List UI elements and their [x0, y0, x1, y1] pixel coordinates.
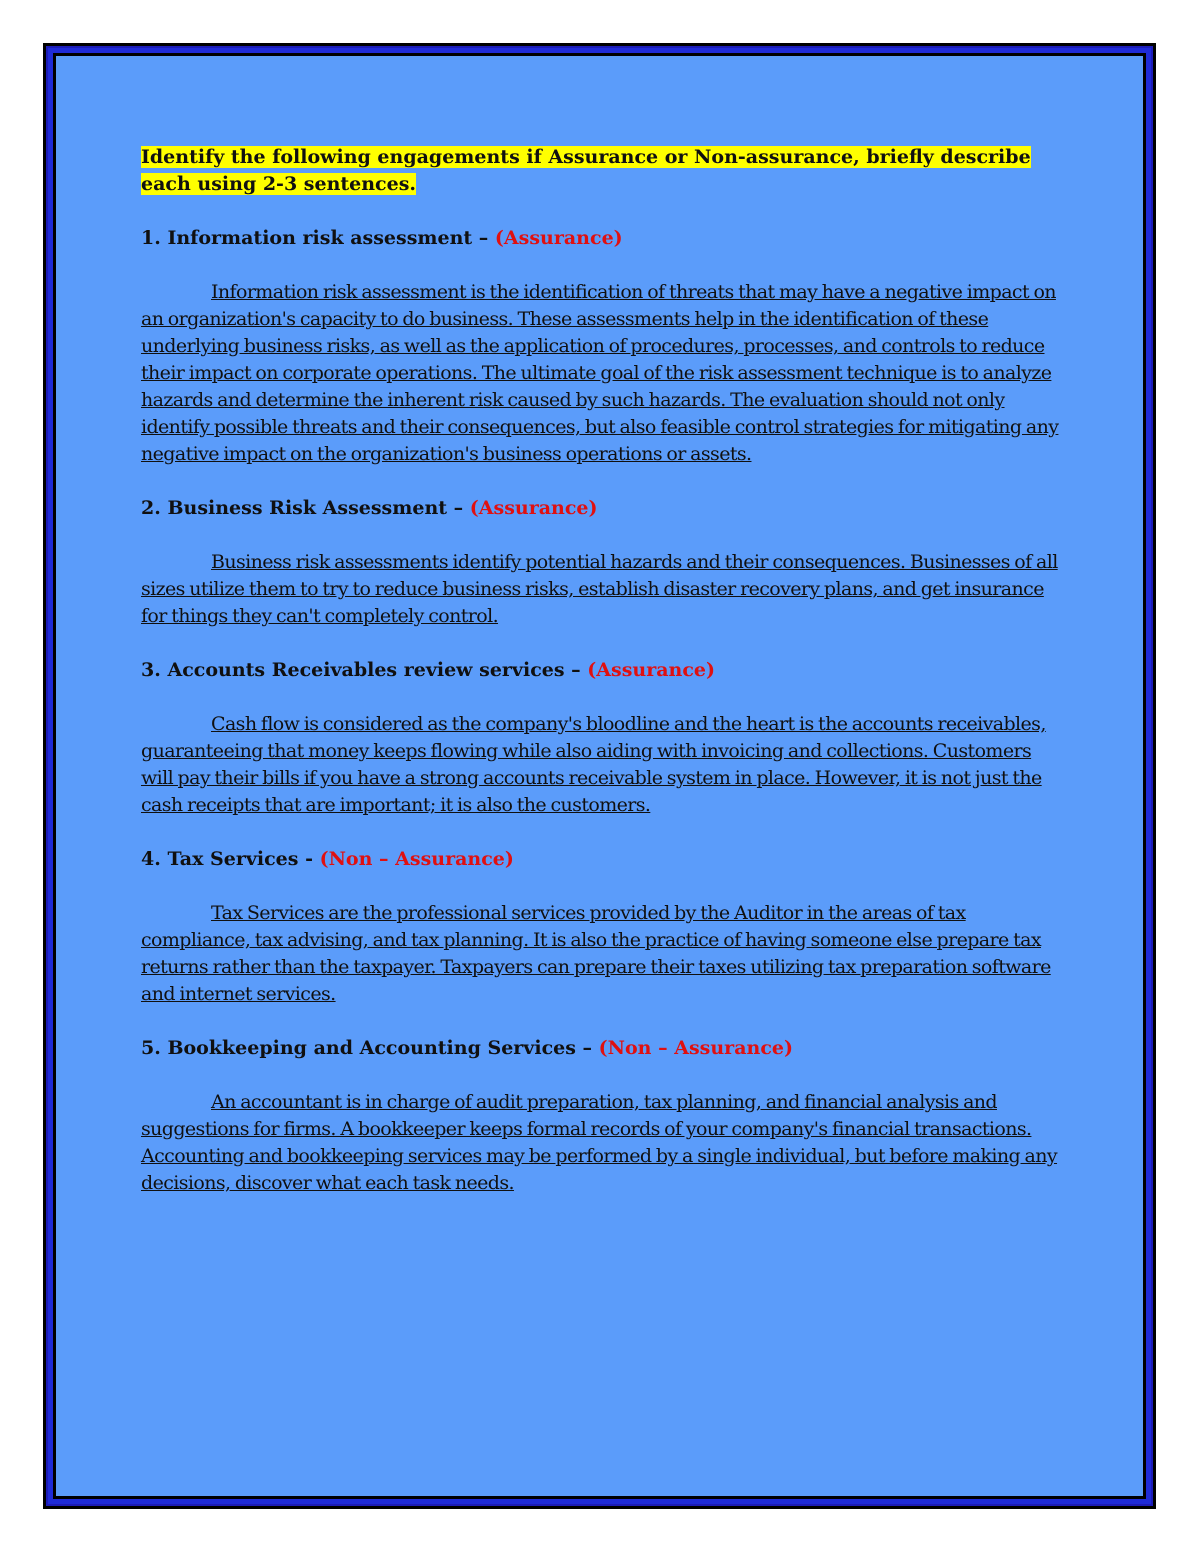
item-1-title: 1. Information risk assessment –	[141, 227, 495, 249]
item-1-description: Information risk assessment is the identification of threats that may have a negative impact on an organization's capacity to do business. These assessments help in the identification of these underlying business risks, as well as the application of procedures, processes, and controls to reduce their impact on corporate operations. The ultimate goal of the risk assessment technique is to analyze hazards and determine the inherent risk caused by such hazards. The evaluation should not only identify possible threats and their consequences, but also feasible control strategies for mitigating any negative impact on the organization's business operations or assets.	[141, 281, 1059, 465]
item-2-classification: (Assurance)	[469, 497, 598, 519]
question-prompt	[141, 144, 1061, 198]
item-2-description: Business risk assessments identify potential hazards and their consequences. Businesses of all sizes utilize them to try to reduce business risks, establish disaster recovery plans, and get insurance for things they can't completely control.	[141, 551, 1058, 627]
item-4-description: Tax Services are the professional services provided by the Auditor in the areas of tax compliance, tax advising, and tax planning. It is also the practice of having someone else prepare tax returns rather than the taxpayer. Taxpayers can prepare their taxes utilizing tax preparation software and internet services.	[141, 902, 1051, 1005]
item-5-description: An accountant is in charge of audit preparation, tax planning, and financial analysis and suggestions for firms. A bookkeeper keeps formal records of your company's financial transactions. Accounting and bookkeeping services may be performed by a single individual, but before making any decisions, discover what each task needs.	[141, 1091, 1058, 1194]
item-3-description: Cash flow is considered as the company's bloodline and the heart is the accounts receivables, guaranteeing that money keeps flowing while also aiding with invoicing and collections. Customers will pay their bills if you have a strong accounts receivable system in place. However, it is not just the cash receipts that are important; it is also the customers.	[141, 713, 1046, 816]
document-body	[141, 144, 1061, 1224]
item-3-classification: (Assurance)	[587, 659, 716, 681]
item-1-classification: (Assurance)	[494, 227, 623, 249]
item-4-classification: (Non – Assurance)	[319, 848, 514, 870]
item-4-heading	[141, 846, 1061, 873]
item-5-heading	[141, 1035, 1061, 1062]
question-text: Identify the following engagements if Assurance or Non-assurance, briefly describe each using 2-3 sentences.	[141, 146, 1031, 195]
item-2-title: 2. Business Risk Assessment –	[141, 497, 470, 519]
item-3-title: 3. Accounts Receivables review services –	[141, 659, 588, 681]
item-5-title: 5. Bookkeeping and Accounting Services –	[141, 1037, 599, 1059]
item-3-heading	[141, 657, 1061, 684]
item-4-title: 4. Tax Services -	[141, 848, 320, 870]
item-2-heading	[141, 495, 1061, 522]
item-1-heading	[141, 225, 1061, 252]
item-5-classification: (Non – Assurance)	[598, 1037, 793, 1059]
